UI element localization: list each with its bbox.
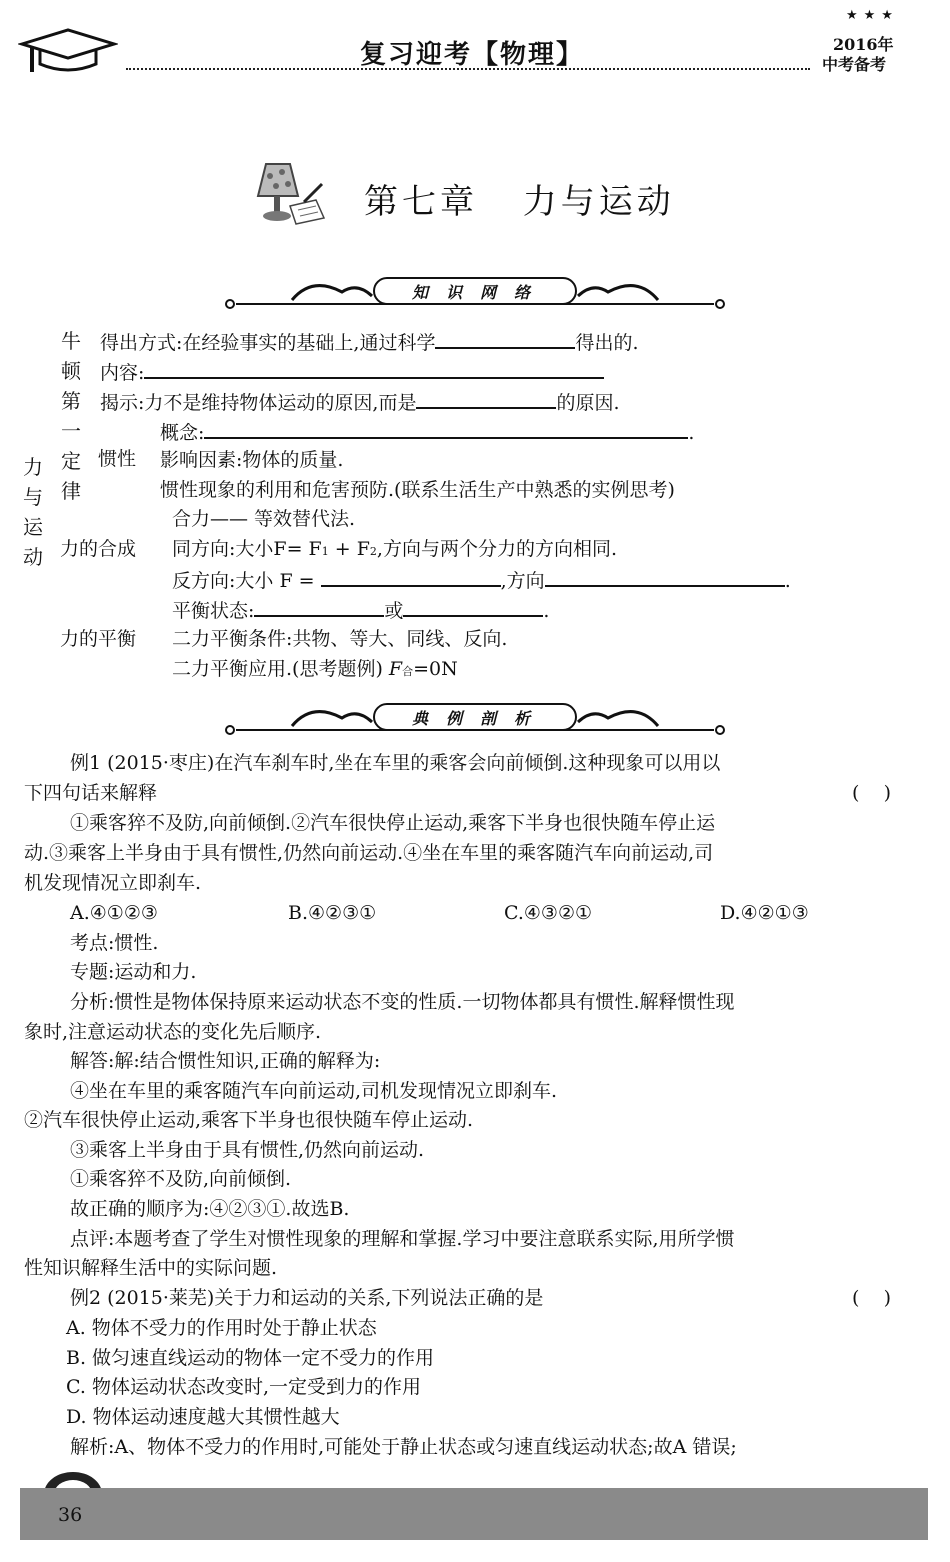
desk-lamp-icon: [254, 158, 326, 230]
header-year: 2016年: [833, 35, 894, 54]
composition-resultant: 合力—— 等效替代法.: [172, 508, 356, 530]
page-number: 36: [58, 1504, 83, 1526]
option-b: B. 做匀速直线运动的物体一定不受力的作用: [66, 1347, 435, 1369]
network-root: 力与运动: [23, 455, 43, 569]
jieda: 解答:解:结合惯性知识,正确的解释为:: [70, 1050, 381, 1072]
footer-bar: [20, 1488, 928, 1540]
answer-blank[interactable]: [435, 330, 575, 349]
solution-step: ③乘客上半身由于具有惯性,仍然向前运动.: [70, 1139, 425, 1161]
inertia-label: 惯性: [98, 448, 137, 470]
option-c: C.④③②①: [504, 902, 593, 924]
chapter-title: 第七章 力与运动: [364, 182, 675, 222]
solution-step: ②汽车很快停止运动,乘客下半身也很快随车停止运动.: [24, 1109, 474, 1131]
newton-law-label: 牛顿第一定律: [61, 329, 81, 503]
header-exam: 中考备考: [822, 55, 887, 74]
balance-state: 平衡状态: 或 .: [172, 600, 550, 622]
inertia-concept: 概念: .: [160, 422, 695, 444]
star-icon: ★★★: [846, 8, 899, 23]
balance-application: 二力平衡应用.(思考题例) F合=0N: [172, 658, 458, 680]
graduation-cap-icon: [18, 22, 118, 78]
zhuanti: 专题:运动和力.: [70, 961, 197, 983]
fenxi: 象时,注意运动状态的变化先后顺序.: [24, 1021, 322, 1043]
solution-order: 故正确的顺序为:④②③①.故选B.: [70, 1198, 350, 1220]
section-banner-title: 典例剖析: [412, 709, 549, 728]
fenxi: 分析:惯性是物体保持原来运动状态不变的性质.一切物体都具有惯性.解释惯性现: [70, 991, 735, 1013]
example1-line: 动.③乘客上半身由于具有惯性,仍然向前运动.④坐在车里的乘客随汽车向前运动,司: [24, 842, 714, 864]
newton-reveal: 揭示:力不是维持物体运动的原因,而是 的原因.: [100, 392, 620, 414]
kaodian: 考点:惯性.: [70, 932, 159, 954]
jiexi: 解析:A、物体不受力的作用时,可能处于静止状态或匀速直线运动状态;故A 错误;: [70, 1436, 737, 1458]
answer-blank[interactable]: [403, 598, 543, 617]
answer-blank[interactable]: [204, 420, 688, 439]
section-banner-title: 知识网络: [412, 283, 549, 302]
balance-condition: 二力平衡条件:共物、等大、同线、反向.: [172, 628, 508, 650]
dianping: 性知识解释生活中的实际问题.: [24, 1257, 278, 1279]
answer-blank[interactable]: [545, 568, 785, 587]
option-c: C. 物体运动状态改变时,一定受到力的作用: [66, 1376, 421, 1398]
answer-paren: ( ): [852, 782, 891, 804]
inertia-factor: 影响因素:物体的质量.: [160, 449, 344, 471]
dianping: 点评:本题考查了学生对惯性现象的理解和掌握.学习中要注意联系实际,用所学惯: [70, 1228, 735, 1250]
option-b: B.④②③①: [288, 902, 377, 924]
answer-paren: ( ): [852, 1287, 891, 1309]
option-d: D. 物体运动速度越大其惯性越大: [66, 1406, 340, 1428]
option-d: D.④②①③: [720, 902, 809, 924]
header-title: 复习迎考【物理】: [360, 40, 585, 70]
newton-method: 得出方式:在经验事实的基础上,通过科学 得出的.: [100, 332, 639, 354]
inertia-use: 惯性现象的利用和危害预防.(联系生活生产中熟悉的实例思考): [160, 479, 675, 501]
option-a: A. 物体不受力的作用时处于静止状态: [66, 1317, 377, 1339]
example1-line: 下四句话来解释: [24, 782, 158, 804]
answer-blank[interactable]: [144, 360, 604, 379]
composition-opposite: 反方向:大小 F = ,方向 .: [172, 570, 791, 592]
solution-step: ④坐在车里的乘客随汽车向前运动,司机发现情况立即刹车.: [70, 1080, 558, 1102]
solution-step: ①乘客猝不及防,向前倾倒.: [70, 1168, 292, 1190]
example1-line: ①乘客猝不及防,向前倾倒.②汽车很快停止运动,乘客下半身也很快随车停止运: [70, 812, 716, 834]
composition-label: 力的合成: [60, 538, 137, 560]
header-rule: [126, 68, 810, 70]
example1-line: 例1 (2015·枣庄)在汽车刹车时,坐在车里的乘客会向前倾倒.这种现象可以用以: [70, 752, 721, 774]
answer-blank[interactable]: [254, 598, 384, 617]
example1-line: 机发现情况立即刹车.: [24, 872, 202, 894]
answer-blank[interactable]: [321, 568, 501, 587]
example2-line: 例2 (2015·莱芜)关于力和运动的关系,下列说法正确的是: [70, 1287, 544, 1309]
newton-content: 内容:: [100, 360, 604, 384]
option-a: A.④①②③: [70, 902, 158, 924]
answer-blank[interactable]: [416, 390, 556, 409]
composition-same: 同方向:大小F= F1 + F2,方向与两个分力的方向相同.: [172, 538, 618, 560]
balance-label: 力的平衡: [60, 628, 137, 650]
